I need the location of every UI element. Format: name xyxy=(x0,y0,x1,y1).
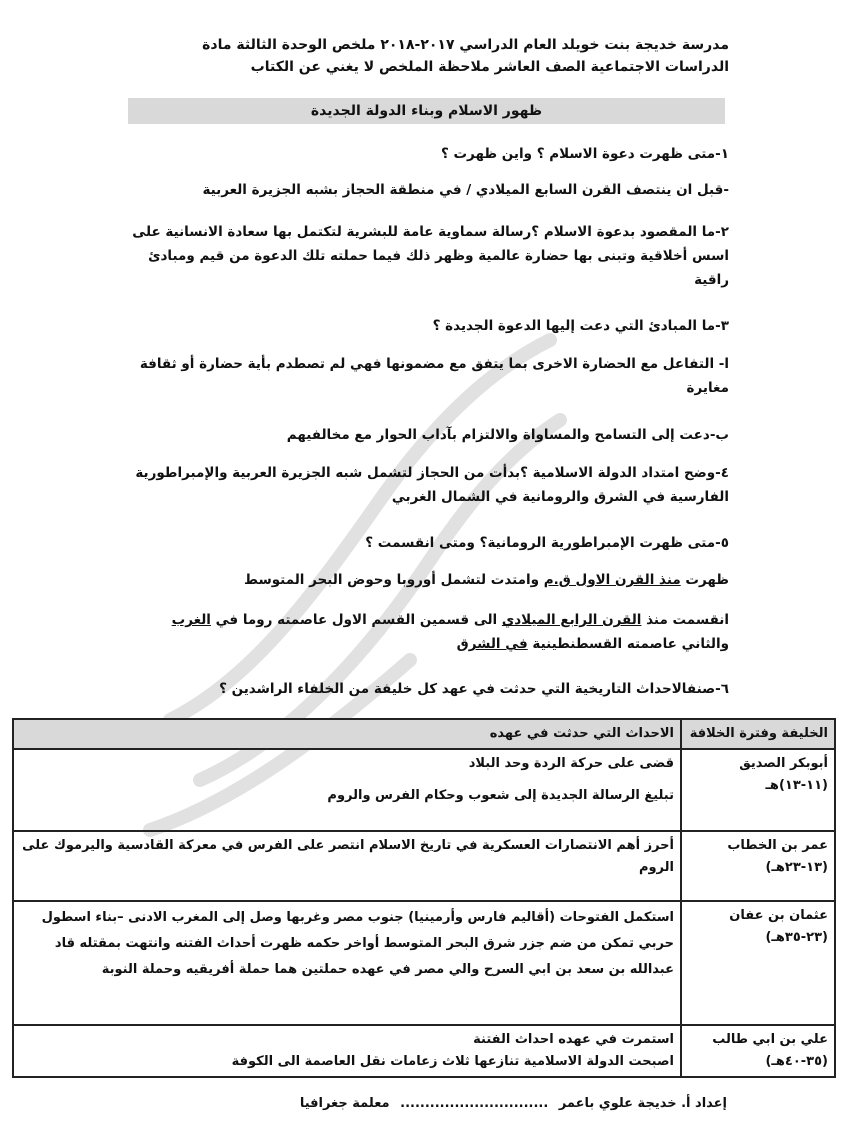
section-title: ظهور الاسلام وبناء الدولة الجديدة xyxy=(128,98,725,124)
q5-a1-post: وامتدت لتشمل أوروبا وحوض البحر المتوسط xyxy=(243,572,544,588)
q6-question: ٦-صنفالاحداث التاريخية التي حدثت في عهد كل خليفة من الخلفاء الراشدين ؟ xyxy=(219,681,729,697)
q5-a1-underlined: منذ القرن الاول ق.م xyxy=(543,572,681,588)
q5-answer-1 xyxy=(129,568,729,592)
table-row xyxy=(13,831,835,901)
prepared-by: إعداد أ. خديجة علوي باعمر xyxy=(558,1096,727,1111)
header-events: الاحداث التي حدثت في عهده xyxy=(13,719,681,749)
teacher-role: معلمة جغرافيا xyxy=(299,1096,390,1111)
q3-answer-b: ب-دعت إلى التسامح والمساواة والالتزام بآداب الحوار مع مخالفيهم xyxy=(286,427,729,443)
caliph-cell: أبوبكر الصديق (١١-١٣)هـ xyxy=(681,749,835,831)
q3-question: ٣-ما المبادئ التي دعت إليها الدعوة الجديدة ؟ xyxy=(432,318,729,334)
q1-question: ١-متى ظهرت دعوة الاسلام ؟ واين ظهرت ؟ xyxy=(440,146,729,162)
events-cell xyxy=(13,1025,681,1077)
q4-text: ٤-وضح امتداد الدولة الاسلامية ؟بدأت من الحجاز لتشمل شبه الجزيرة العربية والإمبراطورية الفارسية في الشرق والرومانية في الشمال الغربي xyxy=(135,465,729,505)
caliph-cell: عثمان بن عفان (٢٣-٣٥هـ) xyxy=(681,901,835,1025)
table-row xyxy=(13,901,835,1025)
q5-question: ٥-متى ظهرت الإمبراطورية الرومانية؟ ومتى انقسمت ؟ xyxy=(365,535,729,551)
table-row xyxy=(13,1025,835,1077)
q3-answer-a: ا- التفاعل مع الحضارة الاخرى بما يتفق مع مضمونها فهي لم تصطدم بأية حضارة أو ثقافة مغايرة xyxy=(139,356,729,396)
caliph-cell: عمر بن الخطاب (١٣-٢٣هـ) xyxy=(681,831,835,901)
footer-dots: .............................. xyxy=(400,1096,549,1111)
event-item: قضى على حركة الردة وحد البلاد xyxy=(468,756,674,771)
table-row xyxy=(13,749,835,831)
header-line-2: الدراسات الاجتماعية الصف العاشر ملاحظة الملخص لا يغني عن الكتاب xyxy=(250,59,729,75)
header-line-1: مدرسة خديجة بنت خويلد العام الدراسي ٢٠١٧-٢٠١٨ ملخص الوحدة الثالثة مادة xyxy=(202,37,729,53)
q5-a2-underlined-2: الغرب xyxy=(171,612,211,628)
events-cell xyxy=(13,749,681,831)
q2-text: ٢-ما المقصود بدعوة الاسلام ؟رسالة سماوية عامة للبشرية لتكتمل بها سعادة الانسانية على اسس أخلاقية وتبنى بها حضارة عالمية وظهر ذلك فيما حملته تلك الدعوة من قيم ومبادئ راقية xyxy=(132,224,729,288)
q5-a1-pre: ظهرت xyxy=(680,572,729,588)
q5-a2-underlined-1: القرن الرابع الميلادي xyxy=(501,612,642,628)
event-item: استمرت في عهده احداث الفتنة xyxy=(473,1032,674,1047)
events-cell xyxy=(13,831,681,901)
footer xyxy=(127,1096,727,1111)
q1-answer: -قبل ان ينتصف القرن السابع الميلادي / في منطقة الحجاز بشبه الجزيرة العربية xyxy=(202,182,729,198)
event-item: أحرز أهم الانتصارات العسكرية في تاريخ الاسلام انتصر على الفرس في معركة القادسية واليرموك على الروم xyxy=(22,838,674,875)
q5-a2-pre: انقسمت منذ xyxy=(641,612,729,628)
event-item: تبليغ الرسالة الجديدة إلى شعوب وحكام الفرس والروم xyxy=(327,788,674,803)
table-header-row xyxy=(13,719,835,749)
caliph-cell: علي بن ابي طالب (٣٥-٤٠هـ) xyxy=(681,1025,835,1077)
event-item: استكمل الفتوحات (أقاليم فارس وأرمينيا) جنوب مصر وغربها وصل إلى المغرب الادنى –بناء اسطول حربي تمكن من ضم جزر شرق البحر المتوسط أواخر حكمه ظهرت أحداث الفتنه وانتهت بمقتله قاد عبدالله بن سعد بن ابي السرح والي مصر في عهده حملتين هما حملة أفريقيه وحملة النوبة xyxy=(41,910,674,977)
event-item: اصبحت الدولة الاسلامية تنازعها ثلاث زعامات نقل العاصمة الى الكوفة xyxy=(231,1054,674,1069)
q5-a2-underlined-3: في الشرق xyxy=(456,636,528,652)
header-caliph: الخليفة وفترة الخلافة xyxy=(681,719,835,749)
events-cell xyxy=(13,901,681,1025)
q5-a2-mid: الى قسمين القسم الاول عاصمته روما في xyxy=(210,612,502,628)
caliphs-events-table xyxy=(12,718,836,1078)
document-header xyxy=(129,34,729,78)
q5-answer-2 xyxy=(129,608,729,656)
q5-a2-mid2: والثاني عاصمته القسطنطينية xyxy=(527,636,729,652)
